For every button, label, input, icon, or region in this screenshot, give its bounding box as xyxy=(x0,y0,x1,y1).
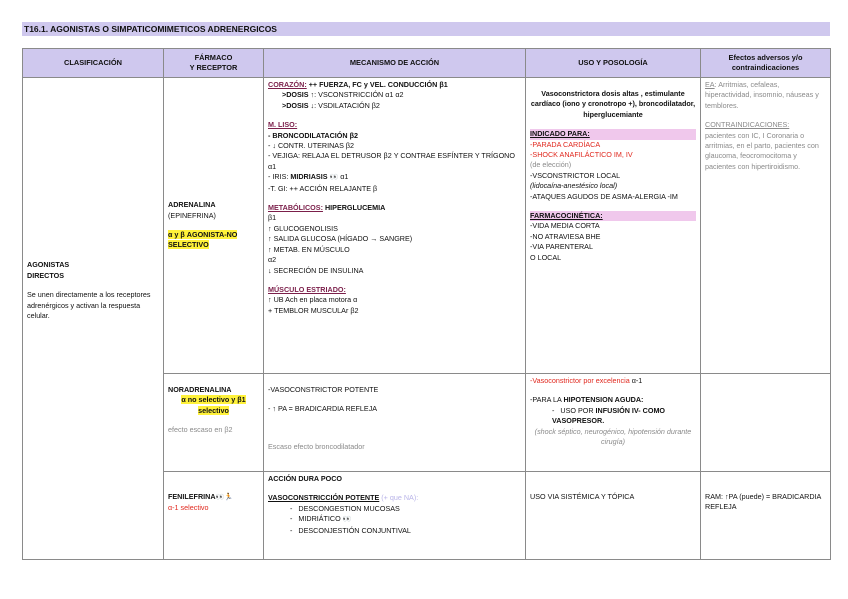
noradrenalina-receptor: α no selectivo y β1 selectivo xyxy=(181,395,246,415)
corazon-label: CORAZÓN: xyxy=(268,80,307,89)
musculo-item: + TEMBLOR MUSCULAr β2 xyxy=(268,305,359,315)
ci-label: CONTRAINDICACIONES: xyxy=(705,120,790,130)
fenil-item: - DESCONJESTIÓN CONJUNTIVAL xyxy=(290,525,411,535)
indicado-label: INDICADO PARA: xyxy=(530,129,696,139)
header-row xyxy=(23,49,831,78)
noradrenalina-note: efecto escaso en β2 xyxy=(168,425,233,435)
adrenalina-name: ADRENALINA xyxy=(168,200,216,210)
metab-title: HIPERGLUCEMIA xyxy=(322,203,386,213)
noradrenalina-efectos-cell xyxy=(701,374,831,472)
vs-local-note: (lidocaína-anestésico local) xyxy=(530,181,618,191)
farmaco-item: -VIDA MEDIA CORTA xyxy=(530,221,600,231)
musculo-item: ↑ UB Ach en placa motora α xyxy=(268,295,358,305)
farmaco-item: -NO ATRAVIESA BHE xyxy=(530,231,601,241)
header-mecanismo: MECANISMO DE ACCIÓN xyxy=(264,49,526,78)
adrenalina-uso-cell xyxy=(526,78,701,374)
farmacocinetica-label: FARMACOCINÉTICA: xyxy=(530,211,696,221)
asma-line: -ATAQUES AGUDOS DE ASMA-ALERGIA -IM xyxy=(530,191,678,201)
metab-item: α2 xyxy=(268,255,277,265)
header-efectos: Efectos adversos y/o contraindicaciones xyxy=(701,49,831,78)
musculo-label: MÚSCULO ESTRIADO: xyxy=(268,284,346,294)
dosis-up-label: >DOSIS ↑ xyxy=(282,90,315,100)
mliso-item: - ↓ CONTR. UTERINAS β2 xyxy=(268,141,354,151)
fenilefrina-receptor: α-1 selectivo xyxy=(168,503,209,513)
iris-suffix: α1 xyxy=(338,172,349,182)
adrenalina-farmaco-cell xyxy=(164,78,264,374)
fenilefrina-efectos-cell xyxy=(701,472,831,560)
pharmacology-table xyxy=(22,48,831,560)
eyes-icon: 👀 xyxy=(342,516,352,524)
indicado-red-item: -SHOCK ANAFILÁCTICO IM, IV xyxy=(530,150,633,160)
farmaco-item: O LOCAL xyxy=(530,252,562,262)
fenilefrina-farmaco-cell xyxy=(164,472,264,560)
nora-mec-line: Escaso efecto broncodilatador xyxy=(268,441,365,451)
iris-line xyxy=(268,172,521,183)
ci-text: pacientes con IC, I Coronaria o arritmias, en el parto, pacientes con glaucoma, feocromocitoma y pacientes con hipertiroidismo. xyxy=(705,130,819,171)
clasificacion-desc: Se unen directamente a los receptores adrenérgicos y activan la respuesta celular. xyxy=(27,290,151,321)
metab-item: ↑ SALIDA GLUCOSA (HÍGADO → SANGRE) xyxy=(268,234,413,244)
nora-para-bold: HIPOTENSION AGUDA: xyxy=(563,395,644,405)
metab-line xyxy=(268,203,521,213)
eleccion-note: (de elección) xyxy=(530,160,572,170)
fenil-vaso-line xyxy=(268,493,521,503)
fenilefrina-name: FENILEFRINA xyxy=(168,492,216,501)
header-clasificacion: CLASIFICACIÓN xyxy=(23,49,164,78)
corazon-line xyxy=(268,80,521,90)
nora-para-line xyxy=(530,395,696,405)
nora-mec-line: - ↑ PA = BRADICARDIA REFLEJA xyxy=(268,404,378,414)
adrenalina-alt: (EPINEFRINA) xyxy=(168,210,216,220)
clasificacion-title2: DIRECTOS xyxy=(27,270,65,280)
iris-bold: MIDRIASIS xyxy=(290,172,328,182)
fenil-uso: USO VIA SISTÉMICA Y TÓPICA xyxy=(530,492,635,501)
row-adrenalina xyxy=(23,78,831,374)
nora-uso-line: - USO POR INFUSIÓN IV- COMO VASOPRESOR. xyxy=(552,405,666,426)
header-uso: USO Y POSOLOGÍA xyxy=(526,49,701,78)
adrenalina-mecanismo-cell xyxy=(264,78,526,374)
nora-uso-prefix: USO POR xyxy=(560,405,596,415)
page-title: T16.1. AGONISTAS O SIMPATICOMIMETICOS ADRENERGICOS xyxy=(22,22,830,36)
corazon-text: ++ FUERZA, FC y VEL. CONDUCCIÓN β1 xyxy=(306,80,448,89)
fenil-vaso-label: VASOCONSTRICCIÓN POTENTE xyxy=(268,493,380,503)
vs-local: -VSCONSTRICTOR LOCAL xyxy=(530,170,621,180)
eyes-runner-icon: 👀🏃 xyxy=(215,494,233,501)
nora-red-suffix: α-1 xyxy=(629,376,643,385)
clasificacion-cell xyxy=(23,78,164,560)
adrenalina-efectos-cell xyxy=(701,78,831,374)
mliso-label: M. LISO: xyxy=(268,120,298,130)
metab-item: ↑ METAB. EN MÚSCULO xyxy=(268,244,350,254)
uso-intro: Vasoconstrictora dosis altas , estimulante cardíaco (iono y cronotropo +), broncodilatador, hiperglucemiante xyxy=(530,89,696,119)
noradrenalina-name: NORADRENALINA xyxy=(168,385,232,394)
iris-prefix: - IRIS: xyxy=(268,172,291,182)
ea-line xyxy=(705,80,826,111)
nora-mec-line: -VASOCONSTRICTOR POTENTE xyxy=(268,385,379,394)
dosis-down-text: : VSDILATACIÓN β2 xyxy=(314,100,380,110)
mliso-item: - BRONCODILATACIÓN β2 xyxy=(268,130,358,140)
ea-text: : Arritmias, cefaleas, hiperactividad, insomnio, náuseas y temblores. xyxy=(705,80,819,110)
dosis-up-line xyxy=(268,90,521,100)
nora-uso-note: (shock séptico, neurogénico, hipotensión durante cirugía) xyxy=(534,426,692,447)
metab-item: β1 xyxy=(268,213,277,223)
noradrenalina-farmaco-cell xyxy=(164,374,264,472)
metab-item: ↑ GLUCOGENOLISIS xyxy=(268,223,338,233)
nora-uso-bold: INFUSIÓN IV- COMO VASOPRESOR. xyxy=(552,405,666,426)
fenilefrina-uso-cell xyxy=(526,472,701,560)
header-farmaco-text: FÁRMACO Y RECEPTOR xyxy=(189,53,238,72)
fenil-item-text: DESCONGESTION MUCOSAS xyxy=(298,503,400,513)
farmaco-item: -VIA PARENTERAL xyxy=(530,242,593,252)
ea-label: EA xyxy=(705,80,715,89)
dosis-up-text: : VSCONSTRICCIÓN α1 α2 xyxy=(314,90,404,100)
fenil-item: - MIDRIÁTICO 👀 xyxy=(290,514,352,524)
fenil-item-text: MIDRIÁTICO xyxy=(298,514,341,524)
clasificacion-title1: AGONISTAS xyxy=(27,260,70,270)
fenil-efectos: RAM: ↑PA (puede) = BRADICARDIA REFLEJA xyxy=(705,492,821,512)
nora-red-line xyxy=(530,376,696,386)
fenil-accion: ACCIÓN DURA POCO xyxy=(268,474,343,483)
nora-para-prefix: -PARA LA xyxy=(530,395,564,405)
noradrenalina-uso-cell xyxy=(526,374,701,472)
fenil-vaso-note: (+ que NA): xyxy=(379,493,419,503)
eyes-icon: 👀 xyxy=(329,174,339,182)
metab-item: ↓ SECRECIÓN DE INSULINA xyxy=(268,265,364,275)
gi-line: -T. GI: ++ ACCIÓN RELAJANTE β xyxy=(268,183,378,193)
nora-red-text: -Vasoconstrictor por excelencia xyxy=(530,376,630,385)
fenil-item-text: DESCONJESTIÓN CONJUNTIVAL xyxy=(298,525,411,535)
fenil-item: - DESCONGESTION MUCOSAS xyxy=(290,503,400,513)
adrenalina-receptor: α y β AGONISTA-NO SELECTIVO xyxy=(168,230,238,250)
header-farmaco xyxy=(164,49,264,78)
fenilefrina-name-line xyxy=(168,492,259,503)
metab-label: METABÓLICOS: xyxy=(268,203,323,213)
dosis-down-line xyxy=(268,101,521,111)
indicado-red-item: -PARADA CARDÍACA xyxy=(530,139,601,149)
fenilefrina-mecanismo-cell xyxy=(264,472,526,560)
dosis-down-label: >DOSIS ↓ xyxy=(282,100,315,110)
mliso-item: - VEJIGA: RELAJA EL DETRUSOR β2 Y CONTRAE ESFÍNTER Y TRÍGONO α1 xyxy=(268,151,515,171)
noradrenalina-mecanismo-cell xyxy=(264,374,526,472)
